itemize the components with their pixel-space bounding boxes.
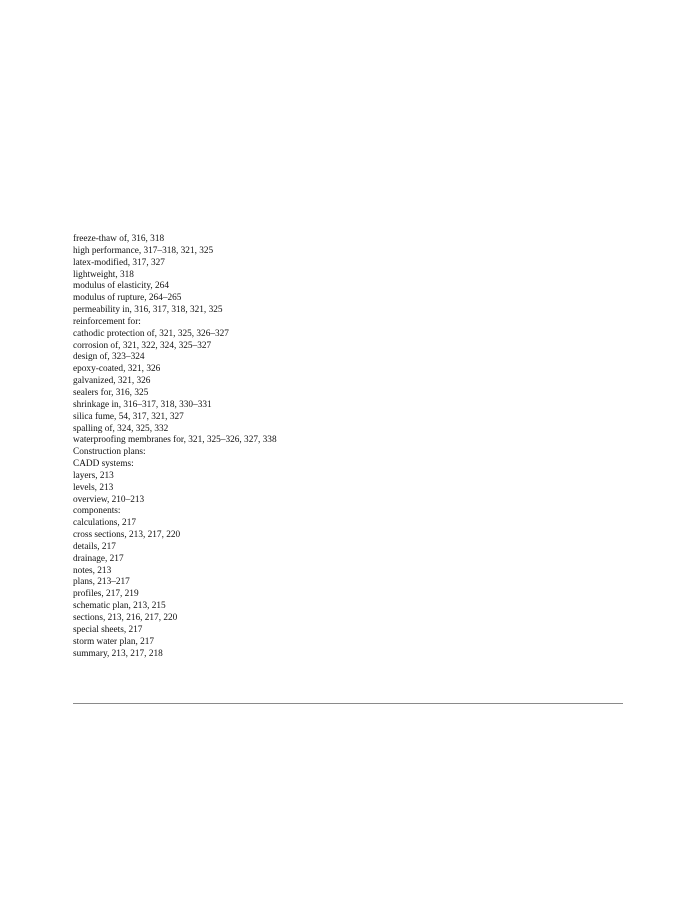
index-subentry: notes, 213 xyxy=(73,565,112,576)
index-subentry: calculations, 217 xyxy=(73,518,136,529)
index-entry: lightweight, 318 xyxy=(73,269,134,280)
index-subentry: galvanized, 321, 326 xyxy=(73,376,151,387)
index-subentry: summary, 213, 217, 218 xyxy=(73,648,163,659)
index-subentry: plans, 213–217 xyxy=(73,577,130,588)
index-subentry: overview, 210–213 xyxy=(73,494,145,505)
index-subentry: design of, 323–324 xyxy=(73,352,145,363)
footer-divider xyxy=(73,703,623,704)
index-subentry: sections, 213, 216, 217, 220 xyxy=(73,613,178,623)
index-entry: silica fume, 54, 317, 321, 327 xyxy=(73,411,184,422)
index-subentry: details, 217 xyxy=(73,541,116,552)
index-entry: sealers for, 316, 325 xyxy=(73,387,149,398)
index-subentry: layers, 213 xyxy=(73,470,114,481)
index-entry: spalling of, 324, 325, 332 xyxy=(73,423,169,434)
index-heading: Construction plans: xyxy=(73,447,146,458)
index-entry: latex-modified, 317, 327 xyxy=(73,257,165,268)
index-subentry: cathodic protection of, 321, 325, 326–327 xyxy=(73,328,229,339)
index-subentry: cross sections, 213, 217, 220 xyxy=(73,530,181,541)
index-entry: components: xyxy=(73,506,121,517)
index-entry: freeze-thaw of, 316, 318 xyxy=(73,234,165,244)
index-subentry: drainage, 217 xyxy=(73,553,124,564)
index-entry: shrinkage in, 316–317, 318, 330–331 xyxy=(73,399,212,410)
index-subentry: special sheets, 217 xyxy=(73,624,143,635)
index-entry: permeability in, 316, 317, 318, 321, 325 xyxy=(73,305,223,316)
index-subentry: storm water plan, 217 xyxy=(73,636,155,647)
index-subentry: profiles, 217, 219 xyxy=(73,589,139,600)
index-entry: reinforcement for: xyxy=(73,316,141,327)
index-entry-list xyxy=(73,234,277,660)
index-subentry: corrosion of, 321, 322, 324, 325–327 xyxy=(73,340,212,351)
index-entry: waterproofing membranes for, 321, 325–326, 327, 338 xyxy=(73,435,277,446)
index-subentry: schematic plan, 213, 215 xyxy=(73,601,166,612)
index-entry: modulus of elasticity, 264 xyxy=(73,281,169,292)
index-entry: modulus of rupture, 264–265 xyxy=(73,293,182,304)
index-subentry: epoxy-coated, 321, 326 xyxy=(73,364,161,375)
index-subentry: levels, 213 xyxy=(73,482,114,493)
index-entry: CADD systems: xyxy=(73,459,134,470)
index-entry: high performance, 317–318, 321, 325 xyxy=(73,245,214,256)
